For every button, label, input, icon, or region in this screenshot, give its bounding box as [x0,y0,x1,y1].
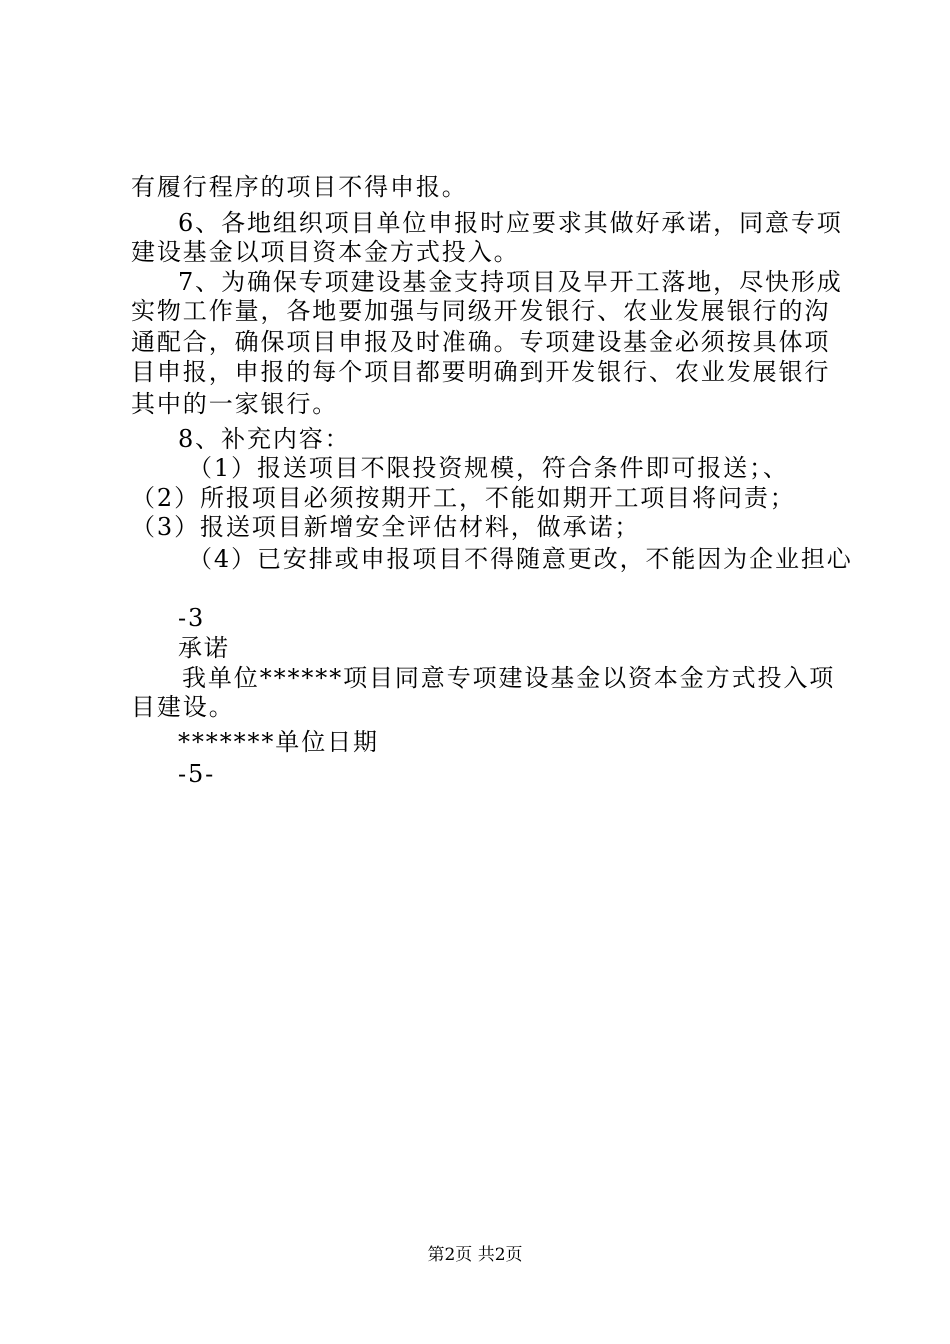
text-line: 建设基金以项目资本金方式投入。 [131,238,520,266]
page-footer: 第2页 共2页 [427,1245,523,1265]
page-marker: -5- [178,760,216,788]
text-line: （2）所报项目必须按期开工，不能如期开工项目将问责； [131,484,796,512]
text-line: 目建设。 [131,693,235,721]
text-line: 8、补充内容： [178,425,351,453]
text-line: 有履行程序的项目不得申报。 [131,173,468,201]
page-marker: -3 [178,604,206,632]
text-line: 实物工作量，各地要加强与同级开发银行、农业发展银行的沟 [131,297,831,325]
text-line: 6、各地组织项目单位申报时应要求其做好承诺，同意专项 [178,209,843,237]
text-line: 目申报，申报的每个项目都要明确到开发银行、农业发展银行 [131,358,831,386]
signature-line: *******单位日期 [178,728,379,756]
text-line: 我单位******项目同意专项建设基金以资本金方式投入项 [182,664,836,692]
text-line: 其中的一家银行。 [131,390,339,418]
section-heading: 承诺 [178,634,230,662]
text-line: 通配合，确保项目申报及时准确。专项建设基金必须按具体项 [131,328,831,356]
text-line: （4）已安排或申报项目不得随意更改，不能因为企业担心 [188,545,853,573]
text-line: （3）报送项目新增安全评估材料，做承诺； [131,513,641,541]
text-line: 7、为确保专项建设基金支持项目及早开工落地，尽快形成 [178,268,843,296]
text-line: （1）报送项目不限投资规模，符合条件即可报送；、 [188,454,789,482]
